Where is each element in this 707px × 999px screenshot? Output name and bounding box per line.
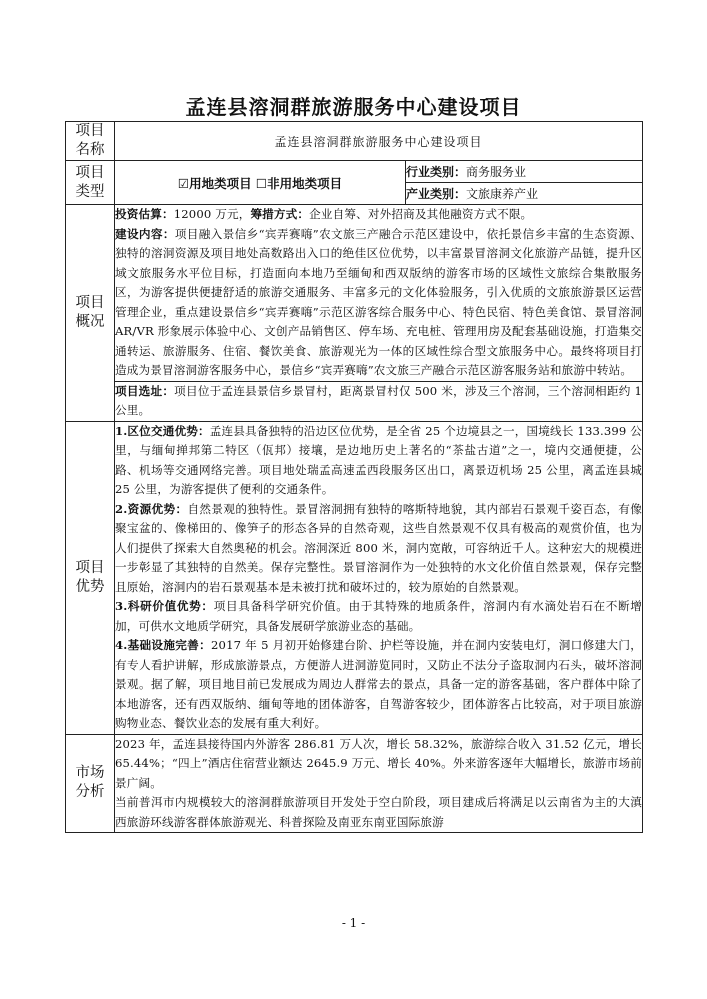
row-overview-site [66,381,643,421]
project-name-value: 孟连县溶洞群旅游服务中心建设项目 [115,122,643,161]
row-overview-main [66,205,643,382]
construction-content: 建设内容：项目融入景信乡“宾弄赛嗨”农文旅三产融合示范区建设中，依托景信乡丰富的生态资源、独特的溶洞资源及项目地处高数路出入口的绝佳区位优势，以丰富景冒溶洞文化旅游产品链，提升区域文旅服务水平位目标，打造面向本地乃至缅甸和西双版纳的游客市场的区域性文旅综合集散服务区，为游客提供便捷舒适的旅游交通服务、丰富多元的文化体验服务，引入优质的文旅旅游景区运营管理企业，重点建设景信乡“宾弄赛嗨”示范区游客综合服务中心、特色民宿、特色美食馆、景冒溶洞 AR/VR 形象展示体验中心、文创产品销售区、停车场、充电桩、管理用房及配套基础设施，打造集交通转运、旅游服务、住宿、餐饮美食、旅游观光为一体的区域性综合型文旅服务中心。最终将项目打造成为景冒溶洞游客服务中心，景信乡“宾弄赛嗨”农文旅三产融合示范区游客服务站和旅游中转站。 [115,226,643,377]
row-project-name [66,122,643,161]
investment-line: 投资估算：12000 万元，筹措方式：企业自筹、对外招商及其他融资方式不限。 [115,207,533,221]
label-project-type: 项目 类型 [66,161,115,205]
site-selection: 项目选址：项目位于孟连县景信乡景冒村，距离景冒村仅 500 米，涉及三个溶洞，三个溶洞相距约 1 公里。 [115,381,643,421]
market-paragraph-1: 2023 年，孟连县接待国内外游客 286.81 万人次，增长 58.32%，旅游综合收入 31.52 亿元，增长 65.44%；“四上”酒店住宿营业额达 2645.9 万元、增长 40%。外来游客逐年大幅增长，旅游市场前景广阔。 [115,736,643,790]
advantages-content [115,421,643,734]
industry-value: 商务服务业 [466,165,527,179]
market-paragraph-2: 当前普洱市内规模较大的溶洞群旅游项目开发处于空白阶段，项目建成后将满足以云南省为主的大滇西旅游环线游客群体旅游观光、科普探险及南亚东南亚国际旅游 [115,795,643,829]
label-advantages: 项目 优势 [66,421,115,734]
advantage-research: 3.科研价值优势：项目具备科学研究价值。由于其特殊的地质条件，溶洞内有水滴处岩石在不断增加，可供水文地质学研究，具备发展研学旅游业态的基础。 [115,599,642,633]
row-market [66,734,643,833]
industry-category [406,161,643,183]
advantage-resource: 2.资源优势：自然景观的独特性。景冒溶洞拥有独特的喀斯特地貌，其内部岩石景观千姿百态，有像聚宝盆的、像梯田的、像笋子的形态各异的自然奇观，这些自然景观不仅具有极高的观赏价值，也为人们提供了探索大自然奥秘的机会。溶洞深近 800 米，洞内宽敞，可容纳近千人。这种宏大的规模进一步彰显了其独特的自然美。保存完整性。景冒溶洞作为一处独特的水文化价值自然景观，保存完整且原始，溶洞内的岩石景观基本是未被打扰和破坏过的，较为原始的自然景观。 [115,501,643,594]
label-project-name: 项目 名称 [66,122,115,161]
market-content [115,734,643,833]
label-market: 市场 分析 [66,734,115,833]
label-overview: 项目 概况 [66,205,115,422]
advantage-location: 1.区位交通优势：孟连县具备独特的沿边区位优势，是全省 25 个边境县之一，国境线长 133.399 公里，与缅甸掸邦第二特区（佤邦）接壤，是边地历史上著名的“茶盐古道”之一，境内交通便捷，公路、机场等交通网络完善。项目地处瑞孟高速孟西段服务区出口，离景迈机场 25 公里，离孟连县城 25 公里，为游客提供了便利的交通条件。 [115,423,643,496]
sector-value: 文旅康养产业 [466,187,539,201]
row-advantages [66,421,643,734]
advantage-infrastructure: 4.基础设施完善：2017 年 5 月初开始修建台阶、护栏等设施，并在洞内安装电灯，洞口修建大门，有专人看护讲解，形成旅游景点，方便游人进洞游览同时，又防止不法分子盗取洞内石头，破坏溶洞景观。据了解，项目地目前已发展成为周边人群常去的景点，具备一定的游客基础，客户群体中除了本地游客，还有西双版纳、缅甸等地的团体游客，自驾游客较少，团体游客占比较高，对于项目旅游购物业态、餐饮业态的发展有重大利好。 [115,638,643,730]
sector-category [406,183,643,205]
sector-key: 产业类别： [406,187,467,201]
overview-content [115,205,643,382]
row-project-type [66,161,643,183]
industry-key: 行业类别： [406,165,467,179]
page-number: - 1 - [341,916,366,930]
page-title: 孟连县溶洞群旅游服务中心建设项目 [185,95,522,119]
project-type-options: ☑用地类项目 ☐非用地类项目 [115,161,406,205]
project-table [65,121,643,833]
